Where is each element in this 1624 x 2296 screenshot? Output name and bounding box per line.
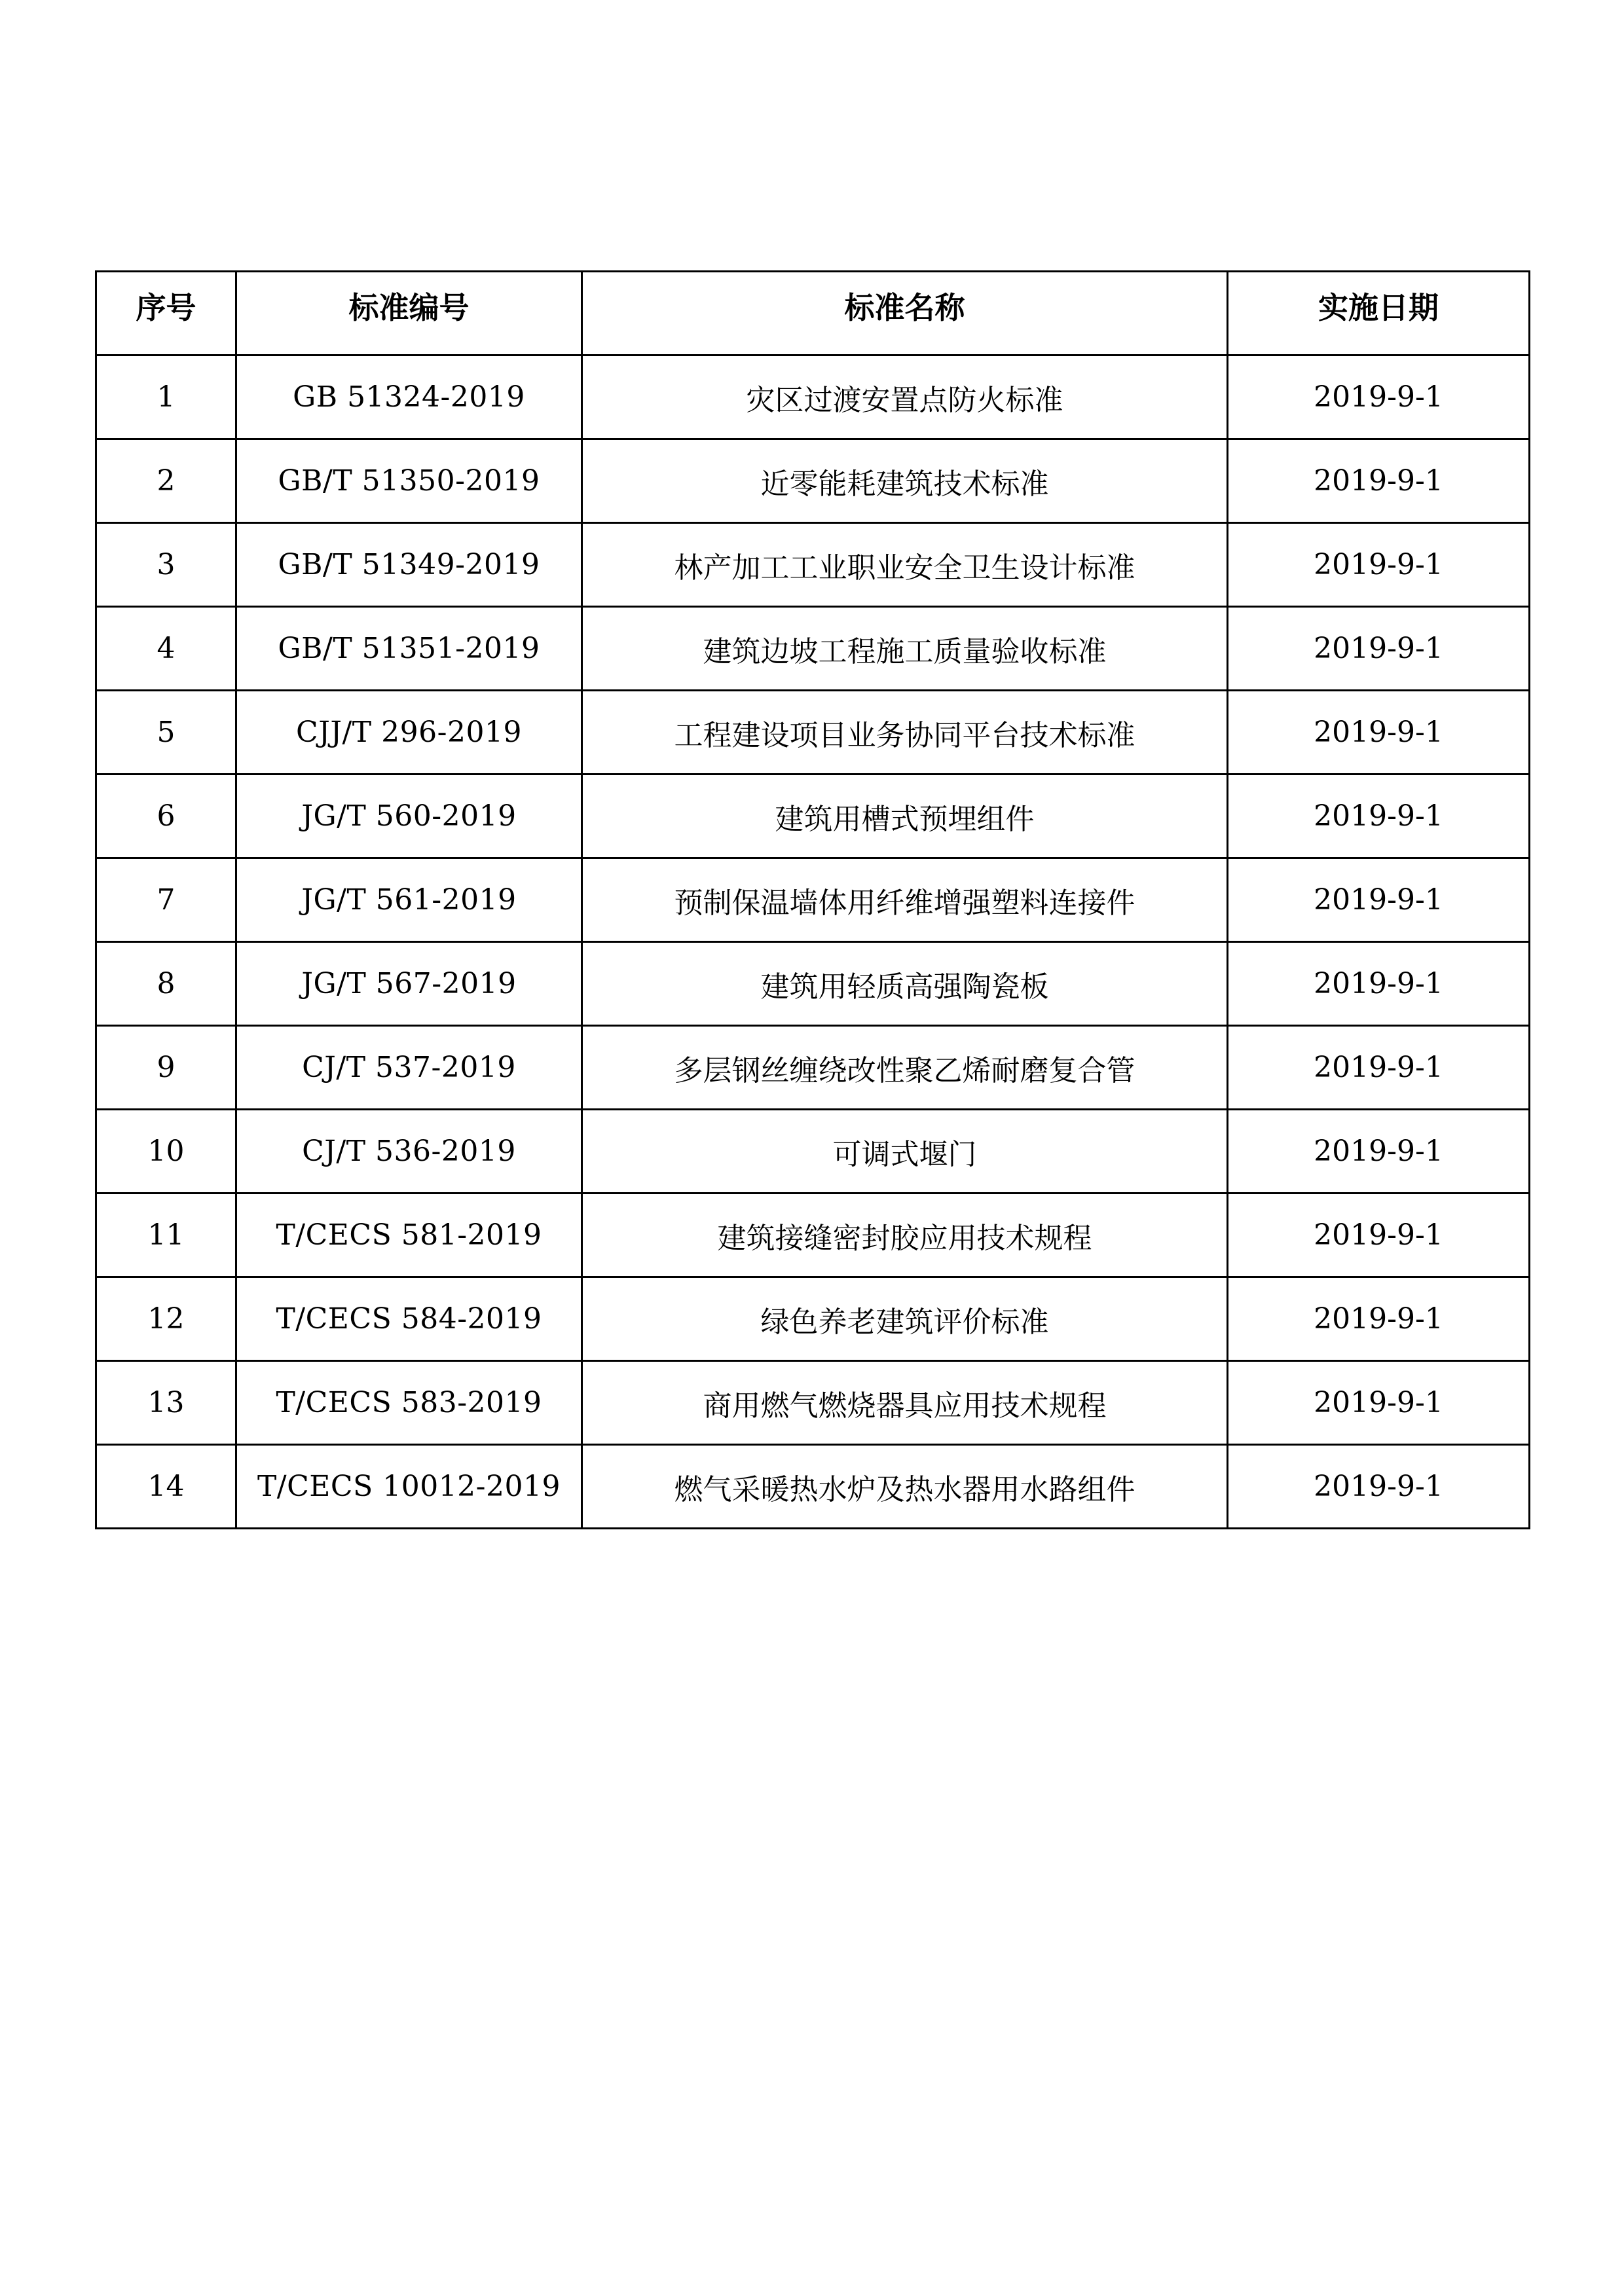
cell-date: 2019-9-1	[1228, 1445, 1530, 1529]
cell-index: 12	[96, 1277, 236, 1361]
cell-name: 预制保温墙体用纤维增强塑料连接件	[582, 858, 1228, 942]
cell-index: 3	[96, 523, 236, 607]
cell-code: T/CECS 10012-2019	[236, 1445, 582, 1529]
cell-code: GB/T 51349-2019	[236, 523, 582, 607]
table-row	[96, 858, 1530, 942]
cell-index: 13	[96, 1361, 236, 1445]
table-row	[96, 1026, 1530, 1110]
cell-date: 2019-9-1	[1228, 774, 1530, 858]
cell-index: 11	[96, 1194, 236, 1277]
cell-name: 灾区过渡安置点防火标准	[582, 355, 1228, 439]
cell-code: T/CECS 581-2019	[236, 1194, 582, 1277]
cell-name: 工程建设项目业务协同平台技术标准	[582, 691, 1228, 774]
cell-name: 可调式堰门	[582, 1110, 1228, 1194]
table-row	[96, 607, 1530, 691]
header-code: 标准编号	[236, 272, 582, 355]
cell-date: 2019-9-1	[1228, 1277, 1530, 1361]
cell-code: JG/T 561-2019	[236, 858, 582, 942]
table-row	[96, 523, 1530, 607]
cell-name: 建筑用轻质高强陶瓷板	[582, 942, 1228, 1026]
cell-date: 2019-9-1	[1228, 1110, 1530, 1194]
table-row	[96, 691, 1530, 774]
table-row	[96, 355, 1530, 439]
cell-code: T/CECS 584-2019	[236, 1277, 582, 1361]
header-index: 序号	[96, 272, 236, 355]
table-row	[96, 774, 1530, 858]
cell-index: 14	[96, 1445, 236, 1529]
cell-index: 7	[96, 858, 236, 942]
cell-date: 2019-9-1	[1228, 1026, 1530, 1110]
cell-code: T/CECS 583-2019	[236, 1361, 582, 1445]
cell-index: 8	[96, 942, 236, 1026]
cell-index: 4	[96, 607, 236, 691]
cell-date: 2019-9-1	[1228, 607, 1530, 691]
cell-code: JG/T 567-2019	[236, 942, 582, 1026]
header-name: 标准名称	[582, 272, 1228, 355]
header-date: 实施日期	[1228, 272, 1530, 355]
cell-code: GB/T 51350-2019	[236, 439, 582, 523]
cell-index: 9	[96, 1026, 236, 1110]
cell-name: 建筑用槽式预埋组件	[582, 774, 1228, 858]
table-row	[96, 1194, 1530, 1277]
cell-code: CJJ/T 296-2019	[236, 691, 582, 774]
header-row	[96, 272, 1530, 355]
table-row	[96, 439, 1530, 523]
cell-name: 林产加工工业职业安全卫生设计标准	[582, 523, 1228, 607]
cell-code: GB 51324-2019	[236, 355, 582, 439]
table-row	[96, 1277, 1530, 1361]
cell-date: 2019-9-1	[1228, 691, 1530, 774]
cell-index: 10	[96, 1110, 236, 1194]
cell-index: 2	[96, 439, 236, 523]
cell-code: GB/T 51351-2019	[236, 607, 582, 691]
standards-table	[95, 270, 1530, 1529]
cell-date: 2019-9-1	[1228, 858, 1530, 942]
cell-name: 建筑接缝密封胶应用技术规程	[582, 1194, 1228, 1277]
table-body	[96, 355, 1530, 1529]
table-row	[96, 1361, 1530, 1445]
cell-index: 6	[96, 774, 236, 858]
cell-name: 多层钢丝缠绕改性聚乙烯耐磨复合管	[582, 1026, 1228, 1110]
cell-code: JG/T 560-2019	[236, 774, 582, 858]
cell-date: 2019-9-1	[1228, 1361, 1530, 1445]
table-row	[96, 1110, 1530, 1194]
cell-date: 2019-9-1	[1228, 523, 1530, 607]
table-row	[96, 1445, 1530, 1529]
cell-date: 2019-9-1	[1228, 1194, 1530, 1277]
table-header	[96, 272, 1530, 355]
cell-code: CJ/T 537-2019	[236, 1026, 582, 1110]
cell-name: 商用燃气燃烧器具应用技术规程	[582, 1361, 1228, 1445]
cell-index: 5	[96, 691, 236, 774]
cell-date: 2019-9-1	[1228, 355, 1530, 439]
table-row	[96, 942, 1530, 1026]
cell-name: 近零能耗建筑技术标准	[582, 439, 1228, 523]
cell-date: 2019-9-1	[1228, 942, 1530, 1026]
cell-name: 绿色养老建筑评价标准	[582, 1277, 1228, 1361]
cell-index: 1	[96, 355, 236, 439]
cell-code: CJ/T 536-2019	[236, 1110, 582, 1194]
cell-name: 燃气采暖热水炉及热水器用水路组件	[582, 1445, 1228, 1529]
cell-name: 建筑边坡工程施工质量验收标准	[582, 607, 1228, 691]
cell-date: 2019-9-1	[1228, 439, 1530, 523]
